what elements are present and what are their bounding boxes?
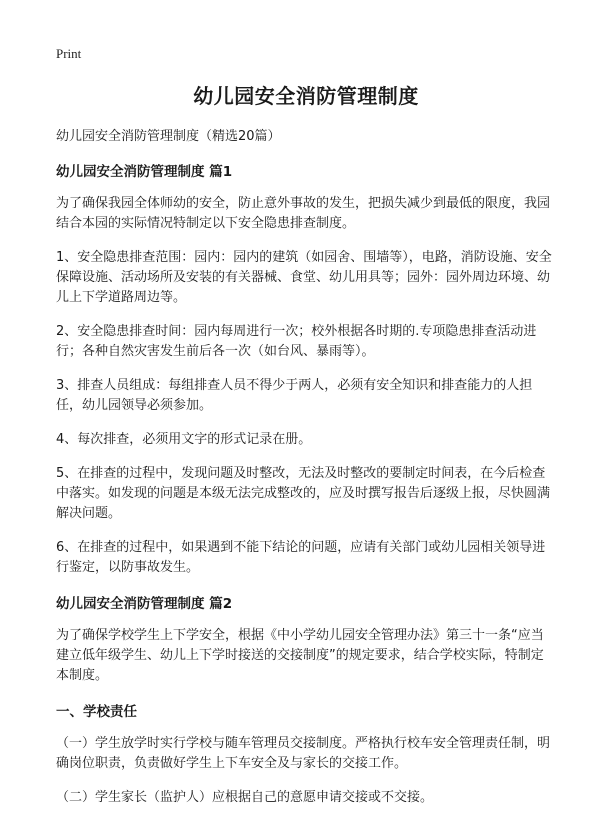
section-2-heading: 幼儿园安全消防管理制度 篇2	[56, 596, 233, 612]
section-2-subheading: 一、学校责任	[56, 704, 137, 720]
section-2-intro: 为了确保学校学生上下学安全，根据《中小学幼儿园安全管理办法》第三十一条“应当建立低年级学生、幼儿上下学时接送的交接制度”的规定要求，结合学校实际，特制定本制度。	[56, 628, 544, 683]
print-link[interactable]: Print	[56, 46, 82, 61]
section-1-paragraph: 6、在排查的过程中，如果遇到不能下结论的问题，应请有关部门或幼儿园相关领导进行鉴定，以防事故发生。	[56, 540, 546, 575]
section-1-heading: 幼儿园安全消防管理制度 篇1	[56, 164, 233, 180]
section-1-paragraph: 3、排查人员组成：每组排查人员不得少于两人，必须有安全知识和排查能力的人担任，幼儿园领导必须参加。	[56, 378, 533, 413]
section-2-item: （二）学生家长（监护人）应根据自己的意愿申请交接或不交接。	[56, 790, 434, 805]
section-1-paragraph: 2、安全隐患排查时间：园内每周进行一次；校外根据各时期的.专项隐患排查活动进行；各种自然灾害发生前后各一次（如台风、暴雨等）。	[56, 324, 537, 359]
section-1-paragraph: 5、在排查的过程中，发现问题及时整改，无法及时整改的要制定时间表，在今后检查中落实。如发现的问题是本级无法完成整改的，应及时撰写报告后逐级上报，尽快圆满解决问题。	[56, 466, 551, 521]
page-title: 幼儿园安全消防管理制度	[193, 84, 419, 108]
section-1-paragraph: 为了确保我园全体师幼的安全，防止意外事故的发生，把损失减少到最低的限度，我园结合本园的实际情况特制定以下安全隐患排查制度。	[56, 196, 551, 231]
document-body	[56, 80, 556, 822]
section-2-item: （一）学生放学时实行学校与随车管理员交接制度。严格执行校车安全管理责任制，明确岗位职责，负责做好学生上下车安全及与家长的交接工作。	[56, 736, 551, 771]
document-subtitle: 幼儿园安全消防管理制度（精选20篇）	[56, 129, 281, 144]
section-1-paragraph: 1、安全隐患排查范围：园内：园内的建筑（如园舍、围墙等），电路，消防设施、安全保障设施、活动场所及安装的有关器械、食堂、幼儿用具等；园外：园外周边环境、幼儿上下学道路周边等。	[56, 250, 552, 305]
section-1-paragraph: 4、每次排查，必须用文字的形式记录在册。	[56, 432, 312, 447]
